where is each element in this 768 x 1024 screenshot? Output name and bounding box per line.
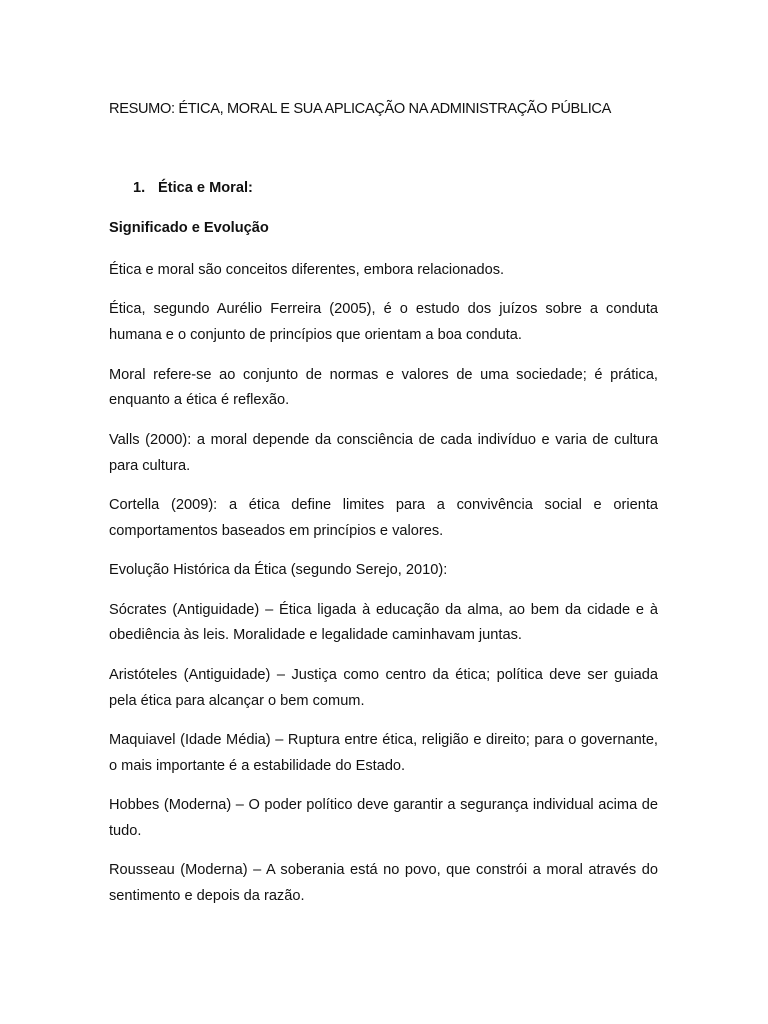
paragraph: Rousseau (Moderna) – A soberania está no povo, que constrói a moral através do sentimento e depois da razão. — [109, 862, 658, 905]
paragraph: Moral refere-se ao conjunto de normas e valores de uma sociedade; é prática, enquanto a ética é reflexão. — [109, 366, 658, 409]
paragraph: Aristóteles (Antiguidade) – Justiça como centro da ética; política deve ser guiada pela ética para alcançar o bem comum. — [109, 666, 658, 709]
paragraph: Valls (2000): a moral depende da consciência de cada indivíduo e varia de cultura para cultura. — [109, 431, 658, 474]
paragraph: Sócrates (Antiguidade) – Ética ligada à educação da alma, ao bem da cidade e à obediência às leis. Moralidade e legalidade caminhavam juntas. — [109, 601, 658, 644]
subheading: Significado e Evolução — [109, 220, 269, 236]
paragraph: Ética e moral são conceitos diferentes, embora relacionados. — [109, 262, 505, 278]
paragraph: Cortella (2009): a ética define limites para a convivência social e orienta comportamentos baseados em princípios e valores. — [109, 496, 658, 539]
paragraph: Ética, segundo Aurélio Ferreira (2005), é o estudo dos juízos sobre a conduta humana e o conjunto de princípios que orientam a boa conduta. — [109, 301, 658, 344]
paragraph: Evolução Histórica da Ética (segundo Serejo, 2010): — [109, 562, 448, 579]
section-heading-text: Ética e Moral: — [158, 180, 253, 196]
document-body — [109, 258, 658, 923]
section-number: 1. — [133, 180, 146, 196]
document-title: RESUMO: ÉTICA, MORAL E SUA APLICAÇÃO NA ADMINISTRAÇÃO PÚBLICA — [109, 101, 611, 117]
paragraph: Hobbes (Moderna) – O poder político deve garantir a segurança individual acima de tudo. — [109, 797, 658, 839]
paragraph: Maquiavel (Idade Média) – Ruptura entre ética, religião e direito; para o governante, o mais importante é a estabilidade do Estado. — [109, 731, 658, 774]
section-heading — [133, 178, 253, 198]
